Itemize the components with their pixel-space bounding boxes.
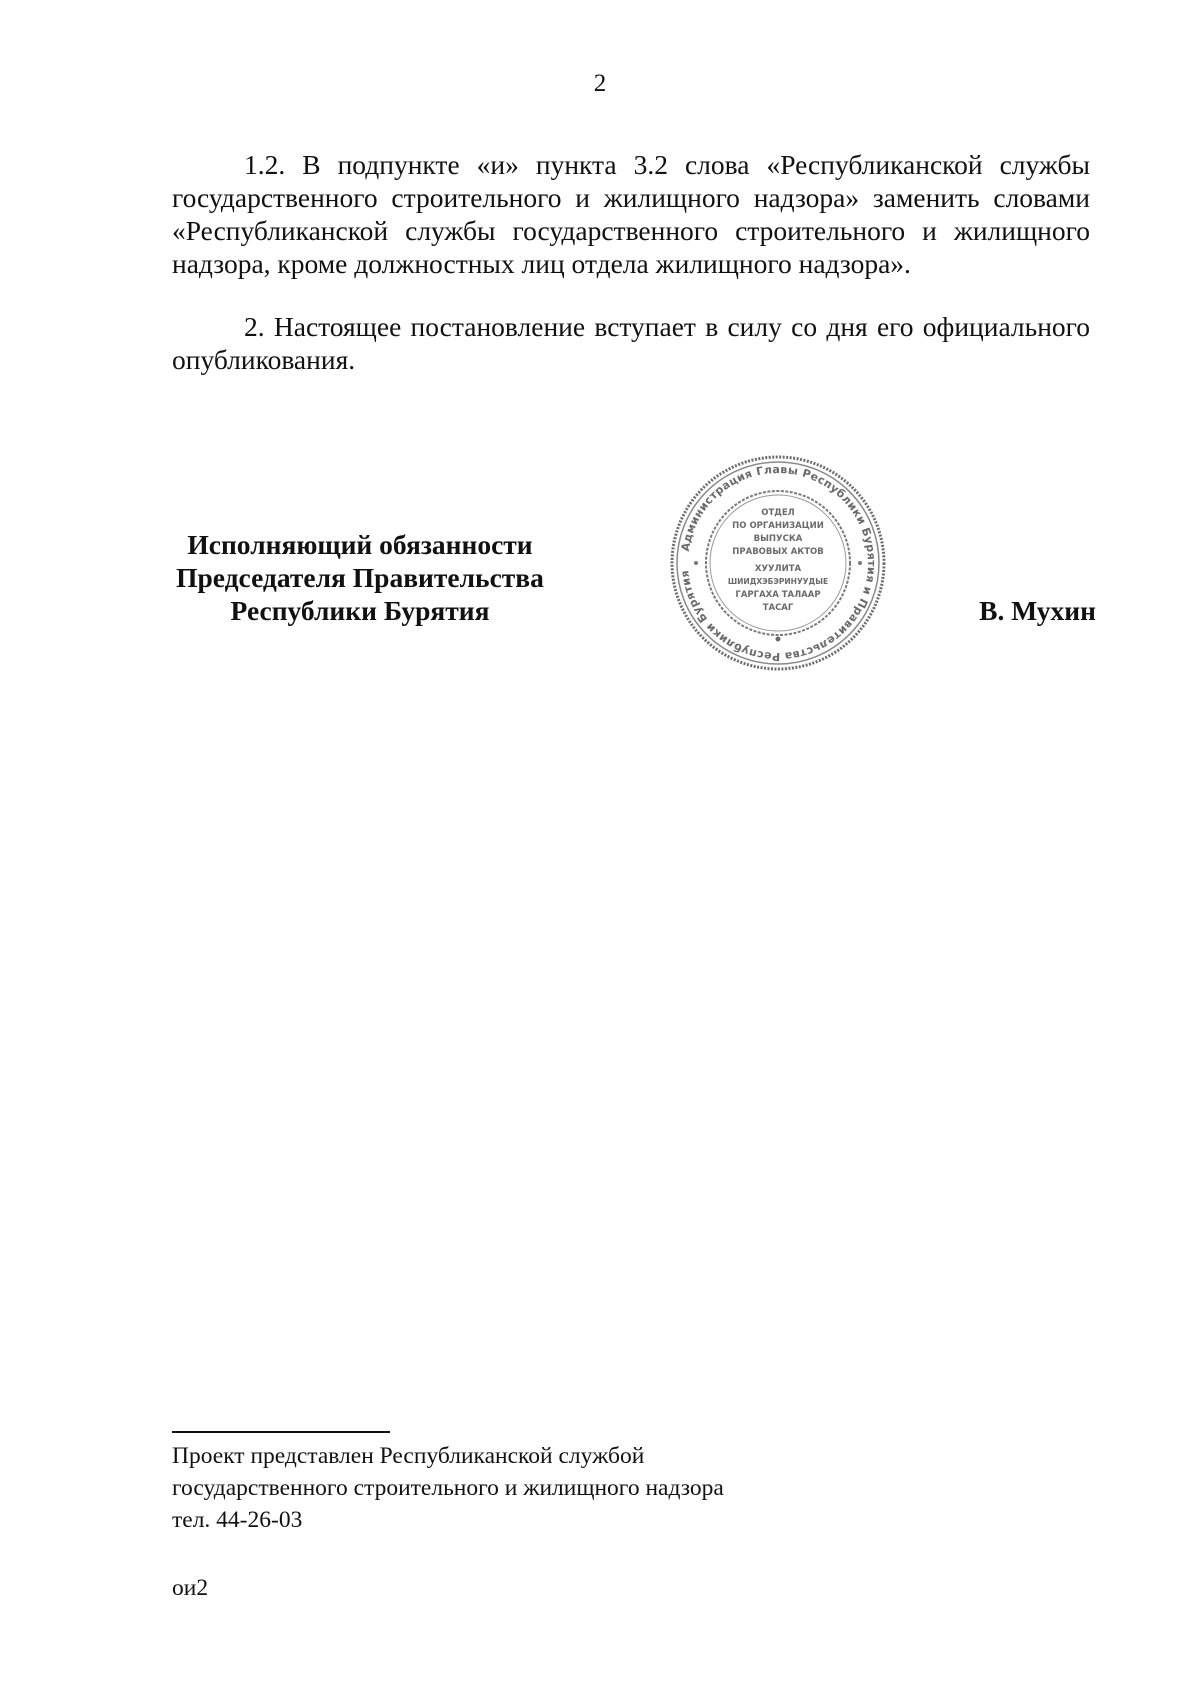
seal-outer-text: Администрация Главы Республики Бурятия и Правительства Республики Бурятия xyxy=(678,462,879,664)
seal-inner-line: ВЫПУСКА xyxy=(753,534,803,544)
footnote-line: государственного строительного и жилищного надзора xyxy=(172,1475,724,1501)
signatory-position-line: Исполняющий обязанности xyxy=(187,529,533,560)
seal-inner-line: ШИИДХЭБЭРИНУУДЫЕ xyxy=(727,577,829,586)
page-number: 2 xyxy=(593,70,607,97)
official-seal-stamp xyxy=(668,453,888,673)
paragraph-effective-date: 2. Настоящее постановление вступает в силу со дня его официального опубликования. xyxy=(172,311,1090,375)
paragraph-amendment: 1.2. В подпункте «и» пункта 3.2 слова «Республиканской службы государственного строительного и жилищного надзора» заменить словами «Республиканской службы государственного строительного и жилищного надзора, кроме должностных лиц отдела жилищного надзора». xyxy=(172,149,1090,279)
footnote-divider xyxy=(172,1431,390,1433)
signatory-position xyxy=(150,528,570,627)
footnote-line: тел. 44-26-03 xyxy=(172,1507,303,1533)
footnote xyxy=(172,1440,724,1536)
signatory-position-line: Председателя Правительства xyxy=(176,562,544,593)
signatory-name: В. Мухин xyxy=(979,595,1096,626)
seal-inner-line: ПРАВОВЫХ АКТОВ xyxy=(732,547,824,557)
svg-text:Администрация Главы Республики xyxy=(678,463,878,663)
footnote-line: Проект представлен Республиканской службой xyxy=(172,1443,645,1469)
document-code: ои2 xyxy=(172,1575,209,1601)
seal-inner-line: ХУУЛИТА xyxy=(754,564,802,574)
signatory-position-line: Республики Бурятия xyxy=(230,595,490,626)
seal-inner-line: ТАСАГ xyxy=(762,603,794,613)
seal-inner-line: ОТДЕЛ xyxy=(761,508,795,518)
seal-inner-line: ПО ОРГАНИЗАЦИИ xyxy=(732,521,824,531)
seal-inner-line: ГАРГАХА ТАЛААР xyxy=(735,590,821,600)
